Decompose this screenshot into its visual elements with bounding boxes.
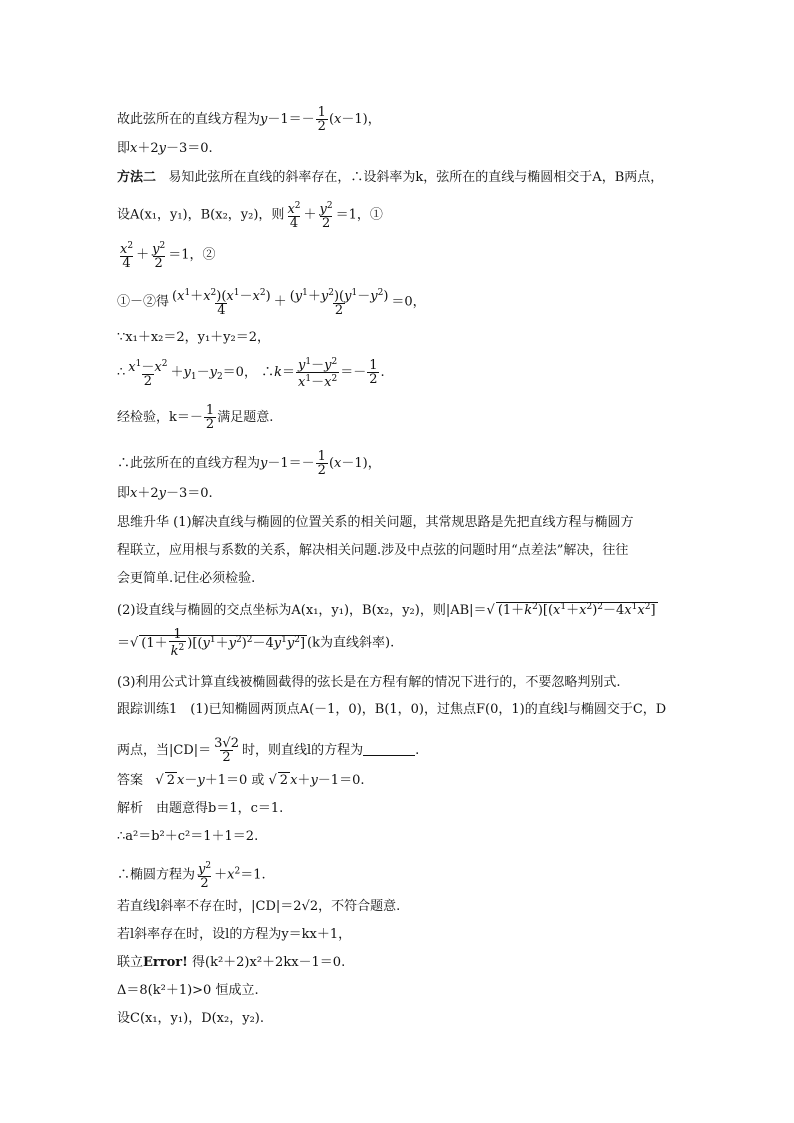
- line-subtract: ①－②得 $\frac{(x^1+x^2)(x^1-x^2)}{4}$ ＋ $\frac{(y^1+y^2)(y^1-y^2)}{2}$ ＝0，: [117, 288, 426, 318]
- line-note: [117, 675, 621, 691]
- line-ellipse-eq: ∴椭圆方程为 $\frac{y^2}{2}$ $+x^2=1$.: [117, 861, 266, 891]
- text: 程联立，应用根与系数的关系，解决相关问题.涉及中点弦的问题时用“点差法”解决，往往: [117, 543, 629, 558]
- text: (2)设直线与椭圆的交点坐标为A(x₁，y₁)，B(x₂，y₂)，则|AB|＝: [117, 603, 487, 618]
- text: 思维升华 (1)解决直线与椭圆的位置关系的相关问题，其常规思路是先把直线方程与椭圆方: [117, 515, 634, 530]
- line-set-points: 设A(x₁，y₁)，B(x₂，y₂)，则 $\frac{x^2}{4}$ ＋ $\frac{y^2}{2}$ ＝1，①: [117, 201, 383, 231]
- text: (3)利用公式计算直线被椭圆截得的弦长是在方程有解的情况下进行的，不要忽略判别式.: [117, 675, 621, 690]
- line-set-cd: [117, 1011, 264, 1027]
- line-summary-2: [117, 543, 628, 559]
- line-chord-length-2: ＝√ (1＋ $\frac{1}{k^2}$ )$[(y^1+y^2)^2-4y^1y^2]$ (k为直线斜率).: [117, 627, 395, 659]
- text: 跟踪训练1 (1)已知椭圆两顶点A(－1，0)，B(1，0)，过焦点F(0，1)的直线l与椭圆交于C，D: [117, 702, 667, 717]
- line-summary-3: [117, 571, 255, 587]
- line-verify: 经检验，k＝－ $\frac{1}{2}$ 满足题意.: [117, 403, 274, 432]
- text: 满足题意.: [217, 410, 274, 425]
- eq-mark: ②: [202, 247, 216, 263]
- text: ①－②得: [117, 294, 170, 310]
- line-method-two: [117, 170, 663, 186]
- line-exercise: [117, 702, 666, 718]
- line-case-1: [117, 899, 400, 915]
- fraction: $\frac{1}{2}$: [317, 105, 326, 134]
- line-sum: [117, 330, 270, 346]
- eq-mark: ①: [369, 207, 383, 223]
- text: (k为直线斜率).: [307, 635, 395, 651]
- text: 经检验，k＝: [117, 410, 190, 425]
- line-exercise-2: 两点，当|CD|＝ $\frac{3√2}{2}$ 时，则直线l的方程为 .: [117, 736, 420, 765]
- line-combine: [117, 955, 345, 971]
- text: Δ＝8(k²＋1)>0 恒成立.: [117, 983, 259, 998]
- text: 设C(x₁，y₁)，D(x₂，y₂).: [117, 1011, 264, 1026]
- line-case-2: [117, 927, 351, 943]
- answer-blank: [363, 743, 415, 756]
- text: 解析 由题意得b＝1，c＝1.: [117, 801, 284, 816]
- answer-label: 答案: [117, 773, 144, 788]
- line-analysis: [117, 801, 283, 817]
- method-label: 方法二: [117, 170, 157, 185]
- line-answer: 答案 √ 2 x－y＋1＝0 或 √ 2 x＋y－1＝0.: [117, 773, 365, 788]
- line-chord-equation-2: ∴此弦所在的直线方程为y－1＝－ $\frac{1}{2}$ (x－1)，: [117, 449, 381, 478]
- line-a-squared: [117, 829, 258, 845]
- text: 即: [117, 486, 131, 501]
- error-text: Error!: [143, 955, 188, 970]
- text: ∴椭圆方程为: [117, 867, 196, 883]
- text: 设A(x₁，y₁)，B(x₂，y₂)，则: [117, 207, 285, 223]
- text: 若l斜率存在时，设l的方程为y＝kx＋1，: [117, 927, 352, 942]
- line-chord-length: (2)设直线与椭圆的交点坐标为A(x₁，y₁)，B(x₂，y₂)，则|AB|＝√ $(1+k^2)[(x^1+x^2)^2-4x^1x^2]$: [117, 602, 656, 618]
- text: 时，则直线l的方程为: [241, 743, 364, 758]
- line-summary-1: [117, 515, 634, 531]
- line-eq-two: $\frac{x^2}{4}$ ＋ $\frac{y^2}{2}$ ＝1，②: [120, 241, 216, 271]
- text: 得(k²＋2)x²＋2kx－1＝0.: [192, 955, 346, 970]
- line-discriminant: [117, 983, 259, 999]
- text: ∴a²＝b²＋c²＝1＋1＝2.: [117, 829, 259, 844]
- text: 两点，当|CD|＝: [117, 743, 212, 758]
- text: 故此弦所在的直线方程为: [117, 112, 261, 127]
- text: 若直线l斜率不存在时，|CD|＝2√2，不符合题意.: [117, 899, 401, 914]
- text: 即: [117, 141, 131, 156]
- text: 联立: [117, 955, 144, 970]
- line-slope: ∴ $\frac{x^1-x^2}{2}$ $+y_1-y_2=0$， ∴k＝ $\frac{y^1-y^2}{x^1-x^2}$ ＝－ $\frac{1}{2}$ .: [117, 357, 385, 390]
- text: 易知此弦所在直线的斜率存在，∴设斜率为k，弦所在的直线与椭圆相交于A，B两点，: [168, 170, 664, 185]
- text: ∵x₁＋x₂＝2，y₁＋y₂＝2，: [117, 330, 271, 345]
- line-result-2: 即x＋2y－3＝0.: [117, 486, 213, 501]
- text: ∴此弦所在的直线方程为: [117, 456, 261, 471]
- line-result: 即x＋2y－3＝0.: [117, 141, 213, 156]
- line-chord-equation: 故此弦所在的直线方程为y－1＝－ $\frac{1}{2}$ (x－1)，: [117, 105, 381, 134]
- text: 会更简单.记住必须检验.: [117, 571, 256, 586]
